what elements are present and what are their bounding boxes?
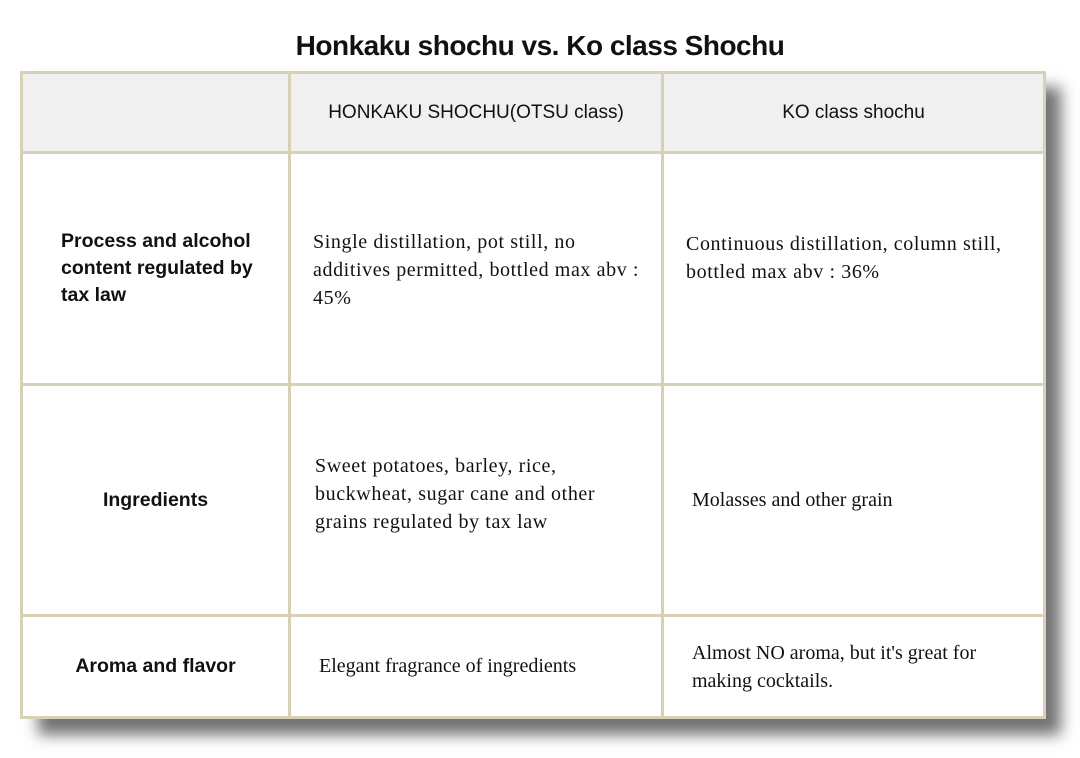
header-cell-empty bbox=[22, 73, 290, 153]
comparison-table-container bbox=[20, 71, 1043, 719]
header-cell-honkaku bbox=[290, 73, 663, 153]
comparison-table bbox=[20, 71, 1046, 719]
cell-honkaku-process: Single distillation, pot still, no additives permitted, bottled max abv : 45% bbox=[290, 153, 663, 385]
header-cell-ko bbox=[663, 73, 1045, 153]
table-header-row bbox=[22, 73, 1045, 153]
page-title: Honkaku shochu vs. Ko class Shochu bbox=[295, 30, 785, 61]
header-label-honkaku: HONKAKU SHOCHU(OTSU class) bbox=[328, 101, 624, 123]
table-row bbox=[22, 615, 1045, 717]
row-label-aroma: Aroma and flavor bbox=[22, 615, 290, 717]
cell-ko-process: Continuous distillation, column still, bottled max abv : 36% bbox=[663, 153, 1045, 385]
row-label-process: Process and alcohol content regulated by tax law bbox=[22, 153, 290, 385]
cell-ko-aroma: Almost NO aroma, but it's great for making cocktails. bbox=[663, 615, 1045, 717]
cell-ko-ingredients: Molasses and other grain bbox=[663, 385, 1045, 615]
header-label-ko: KO class shochu bbox=[782, 101, 925, 123]
row-label-ingredients: Ingredients bbox=[22, 385, 290, 615]
table-row bbox=[22, 153, 1045, 385]
cell-honkaku-ingredients: Sweet potatoes, barley, rice, buckwheat, sugar cane and other grains regulated by tax law bbox=[290, 385, 663, 615]
cell-honkaku-aroma: Elegant fragrance of ingredients bbox=[290, 615, 663, 717]
table-row bbox=[22, 385, 1045, 615]
